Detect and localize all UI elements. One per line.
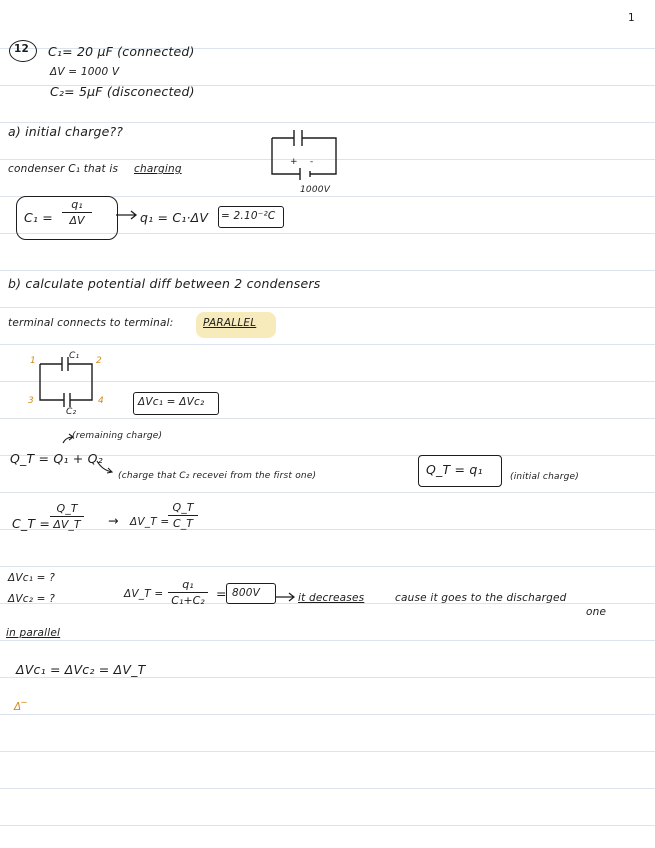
formula-numerator: q₁ (71, 198, 83, 211)
initial-note: (initial charge) (510, 472, 579, 482)
page-number: 1 (628, 12, 635, 24)
dvt-fraction (168, 501, 198, 530)
charging-word: charging (134, 163, 182, 175)
problem-number: 12 (14, 43, 30, 55)
dvt2-denominator: C₁+C₂ (171, 594, 205, 607)
dvt-denominator: C_T (173, 517, 193, 530)
dvt2-lhs: ΔV_T = (124, 588, 164, 600)
part-a-question: a) initial charge?? (8, 124, 124, 139)
qt-equation: Q_T = Q₁ + Q₂ (10, 451, 103, 466)
receive-arrow (96, 460, 114, 474)
node-4-label: 4 (98, 396, 104, 406)
given-c1: C₁= 20 μF (connected) (48, 44, 195, 59)
node-1-label: 1 (30, 356, 36, 366)
svg-text:-: - (310, 157, 314, 167)
dvc2-question: ΔVc₂ = ? (8, 593, 55, 605)
circuit-a-voltage: 1000V (300, 185, 331, 195)
given-c2: C₂= 5μF (disconected) (50, 84, 195, 99)
part-b-question: b) calculate potential diff between 2 condensers (8, 276, 321, 291)
condenser-line: condenser C₁ that is (8, 163, 119, 175)
ct-denominator: ΔV_T (53, 518, 81, 531)
circuit-a-diagram (270, 128, 340, 180)
ct-numerator: Q_T (56, 502, 78, 515)
ct-fraction (50, 502, 84, 531)
equals-sign: = (216, 586, 227, 601)
result-value: = 2.10⁻²C (221, 210, 276, 222)
formula-fraction (62, 198, 92, 227)
circuit-c2-label: C₂ (66, 407, 77, 417)
orange-mark: Δ‾ (14, 701, 27, 713)
in-parallel-label: in parallel (6, 627, 61, 639)
terminal-line: terminal connects to terminal: (8, 317, 174, 329)
dvc1-question: ΔVc₁ = ? (8, 572, 55, 584)
dvt2-fraction (168, 578, 208, 607)
arrow-to-result (116, 210, 138, 220)
dvt2-numerator: q₁ (182, 578, 194, 591)
decrease-word: it decreases (298, 592, 365, 604)
dvt-numerator: Q_T (172, 501, 194, 514)
ct-arrow: → (108, 513, 119, 528)
dvt-lhs: ΔV_T = (130, 516, 170, 528)
node-3-label: 3 (28, 396, 34, 406)
formula-denominator: ΔV (69, 214, 85, 227)
svg-text:+: + (290, 157, 298, 167)
circuit-c1-label: C₁ (69, 351, 80, 361)
decrease-rest-2: one (586, 606, 607, 618)
decrease-arrow (276, 592, 296, 602)
equality-text: ΔVc₁ = ΔVc₂ (138, 396, 205, 408)
parallel-word: PARALLEL (203, 317, 257, 329)
decrease-rest: cause it goes to the discharged (395, 592, 567, 604)
parallel-circuit-diagram (36, 356, 98, 412)
result-expression: q₁ = C₁·ΔV (140, 210, 209, 225)
qt-box-text: Q_T = q₁ (426, 462, 483, 477)
given-dv: ΔV = 1000 V (50, 66, 120, 78)
ct-lhs: C_T = (12, 516, 51, 531)
formula-c1-lhs: C₁ = (24, 210, 53, 225)
remaining-note: (remaining charge) (72, 431, 163, 441)
final-equation: ΔVc₁ = ΔVc₂ = ΔV_T (16, 662, 146, 677)
receive-note: (charge that C₂ recevei from the first one) (118, 471, 317, 481)
dvt2-value: 800V (232, 587, 261, 599)
node-2-label: 2 (96, 356, 102, 366)
